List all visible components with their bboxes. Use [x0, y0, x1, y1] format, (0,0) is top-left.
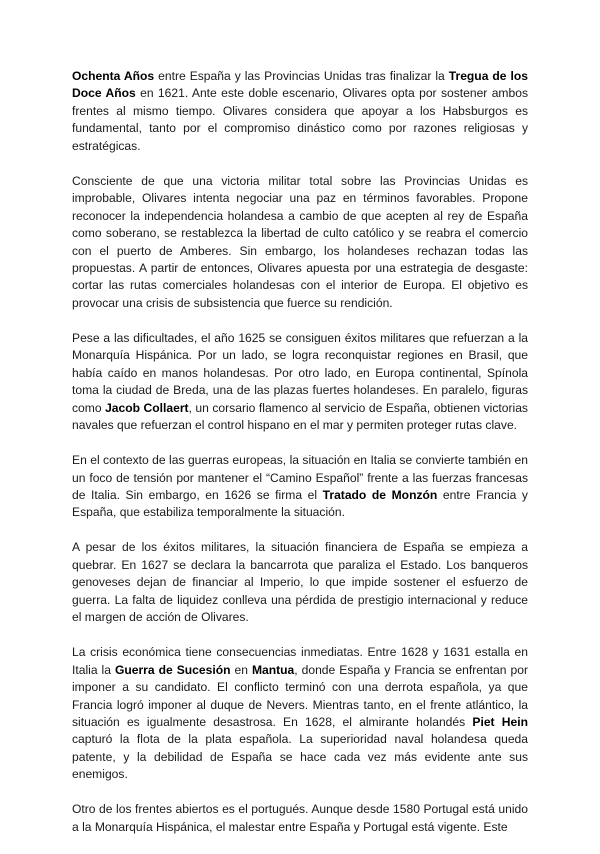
bold-term: Jacob Collaert [105, 400, 189, 415]
paragraph-3 [72, 330, 528, 435]
paragraph-1 [72, 68, 528, 155]
paragraph-6 [72, 644, 528, 784]
bold-term: Tratado de Monzón [322, 488, 438, 503]
bold-term: Guerra de Sucesión [114, 662, 231, 677]
bold-term: Tregua de los Doce Años [72, 69, 528, 101]
bold-term: Ochenta Años [72, 69, 155, 83]
document-page [72, 68, 528, 854]
text-segment: , un corsario flamenco al servicio de España, obtienen victorias navales que refuerzan el control hispano en el mar y permiten proteger rutas clave. [72, 400, 528, 433]
paragraph-4 [72, 452, 528, 522]
text-segment: en [230, 662, 252, 677]
paragraph-2 [72, 173, 528, 313]
text-segment: Otro de los frentes abiertos es el portugués. Aunque desde 1580 Portugal está unido a la Monarquía Hispánica, el malestar entre España y Portugal está vigente. Este [72, 802, 528, 834]
text-segment: entre Francia y España, que estabiliza temporalmente la situación. [72, 488, 528, 520]
text-segment: capturó la flota de la plata española. La superioridad naval holandesa queda patente, y la debilidad de España se hace cada vez más evidente ante sus enemigos. [72, 732, 528, 782]
text-segment: Consciente de que una victoria militar total sobre las Provincias Unidas es improbable, Olivares intenta negociar una paz en términos favorables. Propone reconocer la independencia holandesa a cambio de que acepten al rey de España como soberano, se restablezca la libertad de culto católico y se reabra el comercio con el puerto de Amberes. Sin embargo, los holandeses rechazan todas las propuestas. A partir de entonces, Olivares apuesta por una estrategia de desgaste: cortar las rutas comerciales holandesas con el interior de Europa. El objetivo es provocar una crisis de subsistencia que fuerce su rendición. [72, 173, 528, 310]
text-segment: Pese a las dificultades, el año 1625 se consiguen éxitos militares que refuerzan a la Monarquía Hispánica. Por un lado, se logra reconquistar regiones en Brasil, que había caído en manos holandesas. Por otro lado, en Europa continental, Spínola toma la ciudad de Breda, una de las plazas fuertes holandeses. En paralelo, figuras como [72, 330, 528, 415]
bold-term: Piet Hein [472, 715, 528, 729]
text-segment: entre España y las Provincias Unidas tras finalizar la [154, 69, 449, 83]
bold-term: Mantua [251, 662, 295, 677]
text-segment: En el contexto de las guerras europeas, la situación en Italia se convierte también en un foco de tensión por mantener el “Camino Español” frente a las fuerzas francesas de Italia. Sin embargo, en 1626 se firma el [72, 453, 528, 503]
text-segment: , donde España y Francia se enfrentan por imponer a su candidato. El conflicto terminó con una derrota española, ya que Francia logró imponer al duque de Nevers. Mientras tanto, en el frente atlántico, la situación es igualmente desastrosa. En 1628, el almirante holandés [72, 662, 528, 729]
text-segment: La crisis económica tiene consecuencias inmediatas. Entre 1628 y 1631 estalla en Italia la [72, 645, 528, 677]
text-segment: en 1621. Ante este doble escenario, Olivares opta por sostener ambos frentes al mismo tiempo. Olivares considera que apoyar a los Habsburgos es fundamental, tanto por el compromiso dinástico como por razones religiosas y estratégicas. [72, 86, 528, 153]
paragraph-7 [72, 801, 528, 836]
paragraph-5 [72, 539, 528, 626]
text-segment: A pesar de los éxitos militares, la situación financiera de España se empieza a quebrar. En 1627 se declara la bancarrota que paraliza el Estado. Los banqueros genoveses dejan de financiar al Imperio, lo que impide sostener el esfuerzo de guerra. La falta de liquidez conlleva una pérdida de prestigio internacional y reduce el margen de acción de Olivares. [72, 540, 528, 625]
